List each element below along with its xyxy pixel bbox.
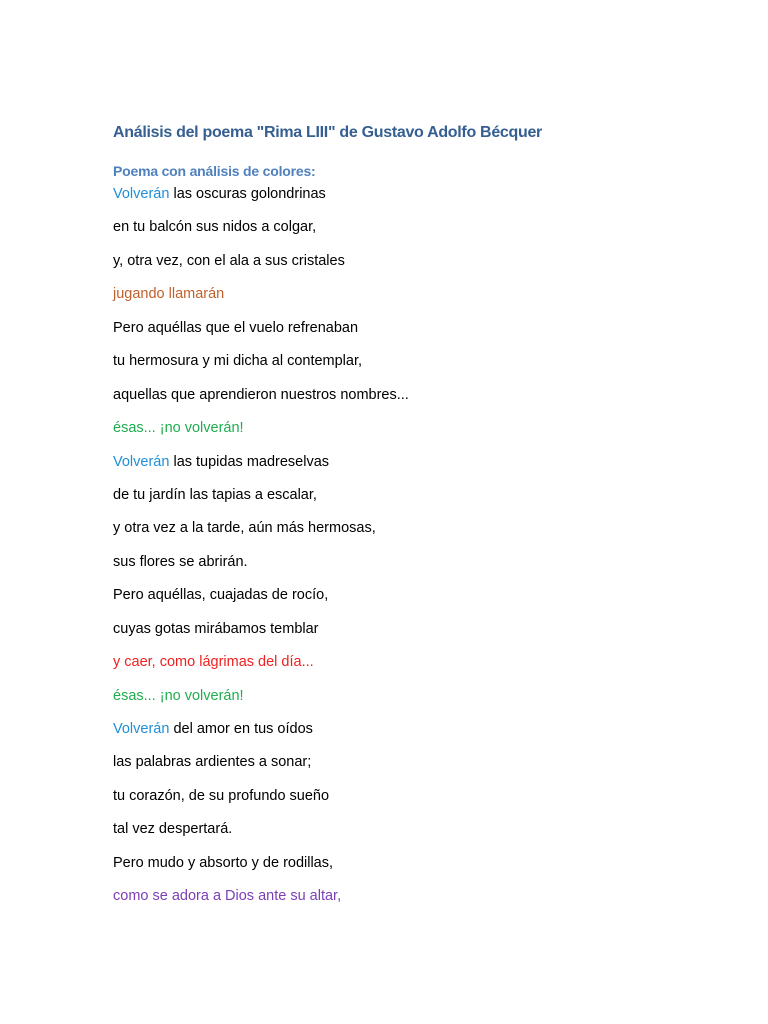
document-title: Análisis del poema "Rima LIII" de Gustavo Adolfo Bécquer [113,124,542,141]
poem-segment: y, otra vez, con el ala a sus cristales [113,252,345,269]
poem-segment: Pero aquéllas que el vuelo refrenaban [113,319,359,336]
poem-line [113,352,409,385]
poem-line [113,419,409,452]
poem-body [113,185,409,921]
poem-line [113,620,409,653]
poem-line [113,854,409,887]
poem-segment: en tu balcón sus nidos a colgar, [113,219,317,236]
poem-segment: las tupidas madreselvas [169,453,330,470]
poem-segment: jugando llamarán [113,286,225,303]
poem-segment: Pero mudo y absorto y de rodillas, [113,854,334,871]
poem-line [113,820,409,853]
poem-line [113,753,409,786]
poem-segment: las oscuras golondrinas [169,186,326,202]
poem-segment: las palabras ardientes a sonar; [113,754,312,771]
poem-line [113,787,409,820]
poem-line [113,553,409,586]
poem-segment: como se adora a Dios ante su altar, [113,888,342,905]
poem-line [113,386,409,419]
poem-line [113,285,409,318]
poem-segment: Volverán [113,453,170,470]
poem-line [113,653,409,686]
poem-line [113,887,409,920]
poem-line [113,519,409,552]
poem-segment: tu corazón, de su profundo sueño [113,787,330,804]
poem-line [113,218,409,251]
poem-segment: del amor en tus oídos [169,721,313,737]
poem-line [113,486,409,519]
poem-segment: ésas... ¡no volverán! [113,687,244,704]
poem-segment: ésas... ¡no volverán! [113,420,244,437]
poem-line [113,319,409,352]
poem-segment: Volverán [113,186,170,202]
poem-line [113,252,409,285]
poem-segment: tal vez despertará. [113,821,233,838]
poem-segment: sus flores se abrirán. [113,553,248,570]
poem-segment: Volverán [113,721,170,737]
poem-line [113,185,409,218]
poem-line [113,586,409,619]
poem-line [113,720,409,753]
poem-line [113,453,409,486]
poem-segment: y otra vez a la tarde, aún más hermosas, [113,520,376,537]
poem-segment: de tu jardín las tapias a escalar, [113,486,317,503]
poem-segment: aquellas que aprendieron nuestros nombres... [113,386,409,403]
poem-segment: cuyas gotas mirábamos temblar [113,620,319,637]
poem-segment: tu hermosura y mi dicha al contemplar, [113,353,363,370]
section-subtitle: Poema con análisis de colores: [113,163,316,179]
poem-line [113,687,409,720]
poem-segment: Pero aquéllas, cuajadas de rocío, [113,587,329,604]
poem-segment: y caer, como lágrimas del día... [113,654,314,671]
